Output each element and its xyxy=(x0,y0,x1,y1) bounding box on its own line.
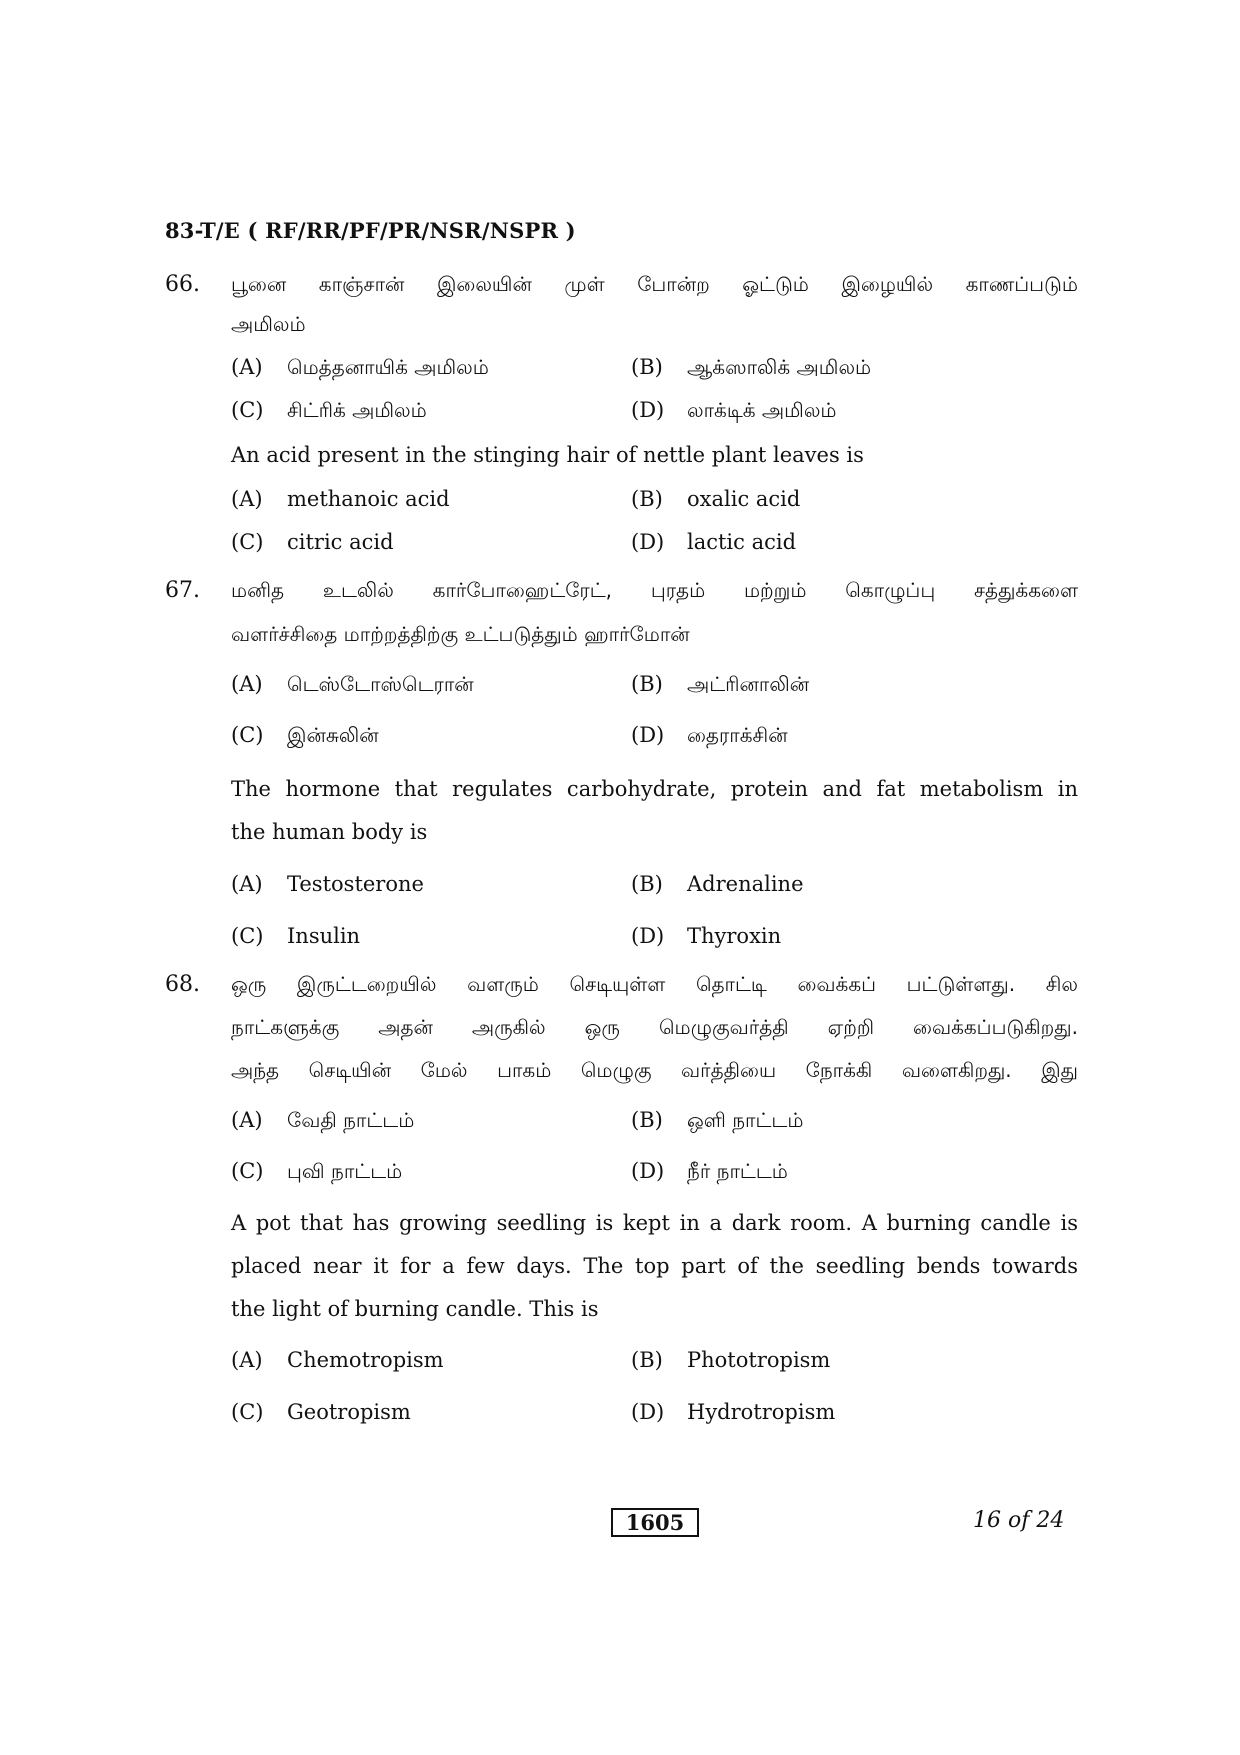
option-letter-a: (A) xyxy=(231,1348,263,1372)
option-letter-c: (C) xyxy=(231,924,264,948)
option-a-english: Chemotropism xyxy=(287,1348,444,1372)
question-english-line: An acid present in the stinging hair of nettle plant leaves is xyxy=(231,443,864,467)
option-c-english: Geotropism xyxy=(287,1400,411,1424)
option-b-english: Adrenaline xyxy=(687,872,804,896)
option-letter-a: (A) xyxy=(231,355,263,379)
option-d-english: Hydrotropism xyxy=(687,1400,836,1424)
question-number: 67. xyxy=(165,578,200,603)
option-b-tamil: ஒளி நாட்டம் xyxy=(687,1108,804,1132)
option-letter-c: (C) xyxy=(231,1159,264,1183)
booklet-code-box: 1605 xyxy=(611,1508,699,1537)
option-d-tamil: தைராக்சின் xyxy=(687,723,788,747)
option-d-english: Thyroxin xyxy=(687,924,782,948)
option-letter-c: (C) xyxy=(231,530,264,554)
option-d-english: lactic acid xyxy=(687,530,797,554)
option-letter-d: (D) xyxy=(631,1159,665,1183)
option-letter-c: (C) xyxy=(231,723,264,747)
option-letter-b: (B) xyxy=(631,672,663,696)
option-b-english: oxalic acid xyxy=(687,487,801,511)
option-letter-d: (D) xyxy=(631,924,665,948)
option-c-tamil: இன்சுலின் xyxy=(287,723,379,747)
question-english-line: the light of burning candle. This is xyxy=(231,1297,599,1321)
option-d-tamil: நீர் நாட்டம் xyxy=(687,1159,788,1183)
option-letter-b: (B) xyxy=(631,355,663,379)
option-c-english: Insulin xyxy=(287,924,361,948)
paper-code-header: 83-T/E ( RF/RR/PF/PR/NSR/NSPR ) xyxy=(165,218,576,243)
option-d-tamil: லாக்டிக் அமிலம் xyxy=(687,398,837,422)
option-letter-a: (A) xyxy=(231,487,263,511)
option-letter-d: (D) xyxy=(631,398,665,422)
option-letter-b: (B) xyxy=(631,872,663,896)
option-b-tamil: ஆக்ஸாலிக் அமிலம் xyxy=(687,355,872,379)
option-letter-b: (B) xyxy=(631,487,663,511)
question-tamil-line: மனித உடலில் கார்போஹைட்ரேட், புரதம் மற்றும் கொழுப்பு சத்துக்களை xyxy=(231,578,1078,602)
question-english-line: the human body is xyxy=(231,820,428,844)
option-c-english: citric acid xyxy=(287,530,394,554)
question-tamil-line: அந்த செடியின் மேல் பாகம் மெழுகு வர்த்தியை நோக்கி வளைகிறது. இது xyxy=(231,1058,1078,1082)
option-letter-d: (D) xyxy=(631,530,665,554)
option-letter-c: (C) xyxy=(231,398,264,422)
option-letter-c: (C) xyxy=(231,1400,264,1424)
question-number: 66. xyxy=(165,272,200,297)
question-number: 68. xyxy=(165,972,200,997)
option-c-tamil: சிட்ரிக் அமிலம் xyxy=(287,398,427,422)
option-letter-d: (D) xyxy=(631,723,665,747)
question-english-line: The hormone that regulates carbohydrate, protein and fat metabolism in xyxy=(231,777,1078,801)
question-english-line: placed near it for a few days. The top part of the seedling bends towards xyxy=(231,1254,1078,1278)
option-a-english: methanoic acid xyxy=(287,487,450,511)
option-letter-a: (A) xyxy=(231,672,263,696)
option-a-tamil: டெஸ்டோஸ்டெரான் xyxy=(287,672,474,696)
question-tamil-line: வளர்ச்சிதை மாற்றத்திற்கு உட்படுத்தும் ஹார்மோன் xyxy=(231,622,690,646)
option-a-tamil: வேதி நாட்டம் xyxy=(287,1108,415,1132)
option-letter-d: (D) xyxy=(631,1400,665,1424)
option-b-english: Phototropism xyxy=(687,1348,831,1372)
question-english-line: A pot that has growing seedling is kept in a dark room. A burning candle is xyxy=(231,1211,1078,1235)
option-c-tamil: புவி நாட்டம் xyxy=(287,1159,403,1183)
option-a-english: Testosterone xyxy=(287,872,424,896)
option-b-tamil: அட்ரினாலின் xyxy=(687,672,810,696)
option-letter-a: (A) xyxy=(231,1108,263,1132)
question-tamil-line: ஒரு இருட்டறையில் வளரும் செடியுள்ள தொட்டி வைக்கப் பட்டுள்ளது. சில xyxy=(231,972,1078,996)
question-tamil-line: அமிலம் xyxy=(231,312,306,336)
question-tamil-line: நாட்களுக்கு அதன் அருகில் ஒரு மெழுகுவர்த்தி ஏற்றி வைக்கப்படுகிறது. xyxy=(231,1015,1078,1039)
page-number: 16 of 24 xyxy=(973,1508,1065,1533)
option-letter-b: (B) xyxy=(631,1108,663,1132)
option-letter-b: (B) xyxy=(631,1348,663,1372)
option-a-tamil: மெத்தனாயிக் அமிலம் xyxy=(287,355,489,379)
option-letter-a: (A) xyxy=(231,872,263,896)
question-tamil-line: பூனை காஞ்சான் இலையின் முள் போன்ற ஓட்டும் இழையில் காணப்படும் xyxy=(231,272,1078,296)
